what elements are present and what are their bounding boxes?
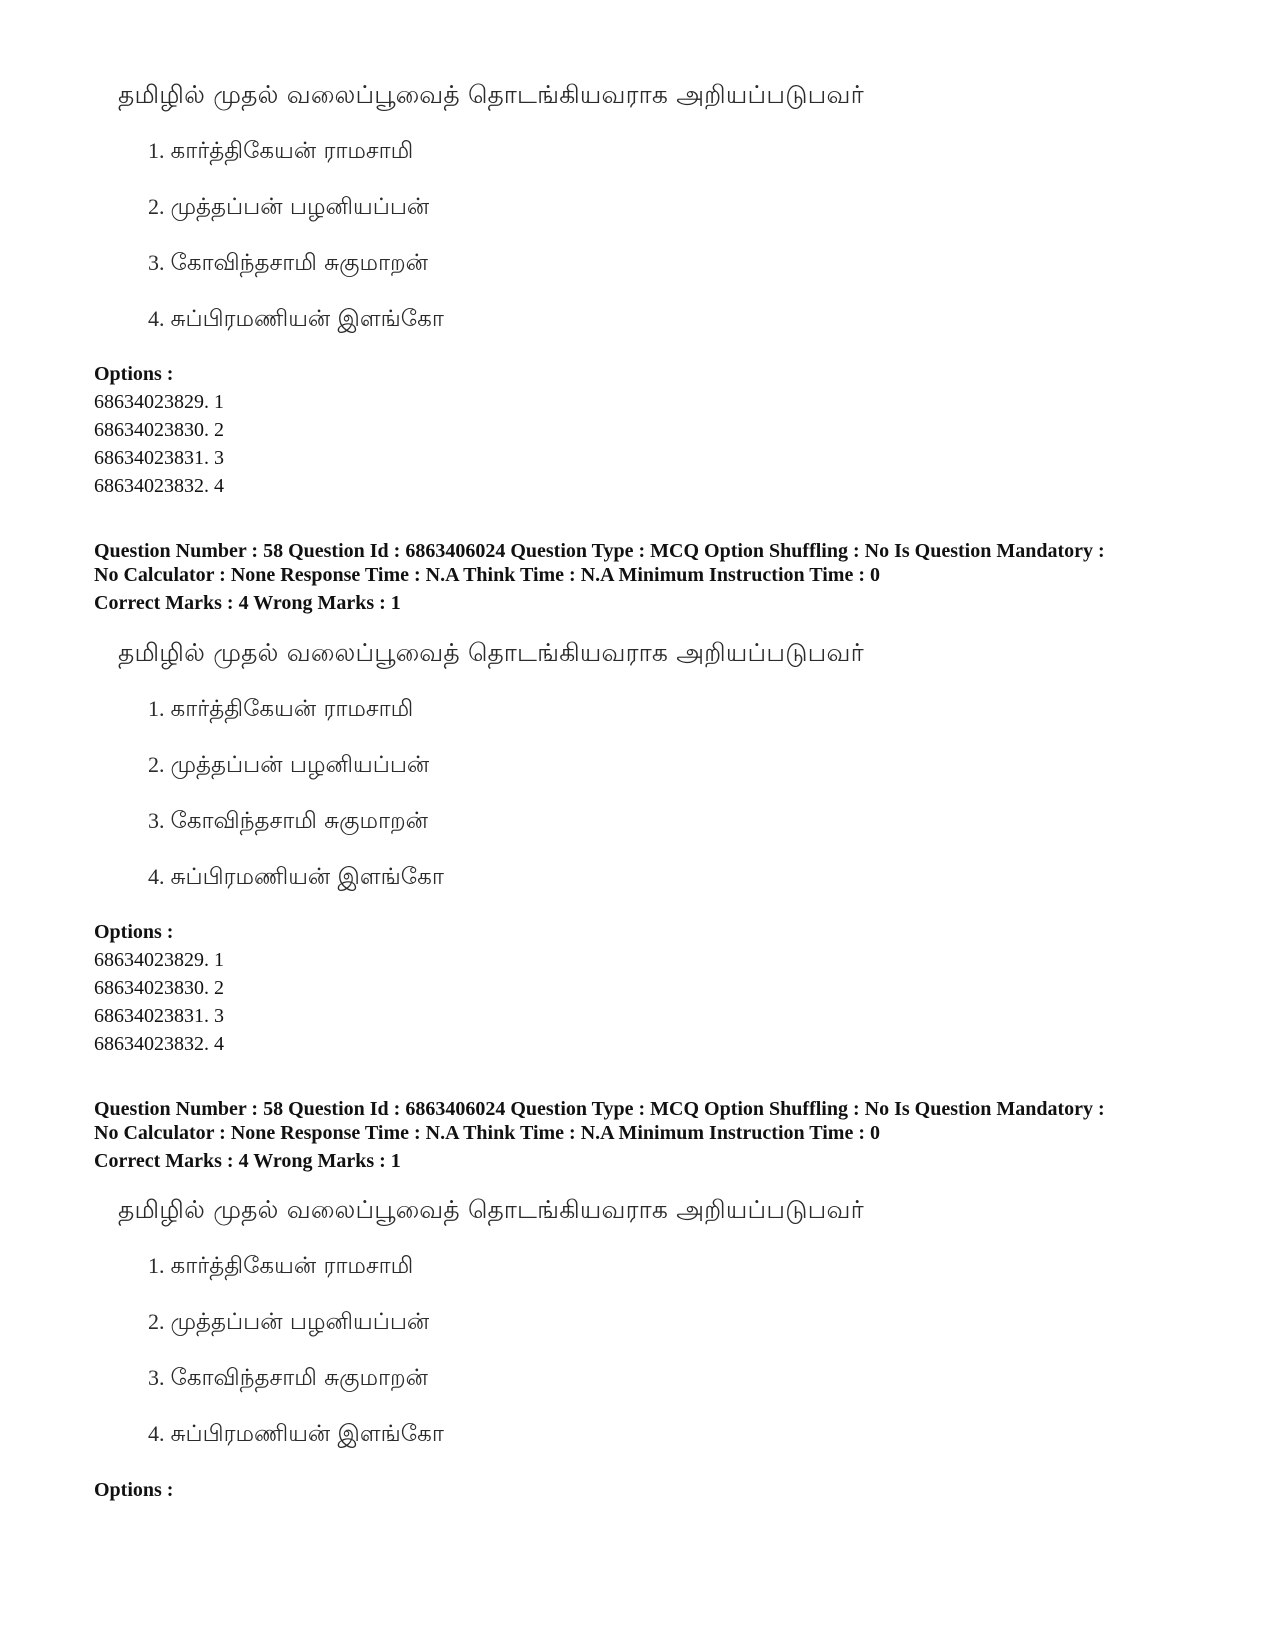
- choice-text: கோவிந்தசாமி சுகுமாறன்: [170, 1365, 428, 1391]
- question-text: தமிழில் முதல் வலைப்பூவைத் தொடங்கியவராக அறியப்படுபவர்: [118, 1195, 864, 1224]
- choice-text: முத்தப்பன் பழனியப்பன்: [170, 752, 430, 778]
- option-id: 68634023831. 3: [94, 1005, 224, 1027]
- question-meta-line-2: No Calculator : None Response Time : N.A Think Time : N.A Minimum Instruction Time : 0: [94, 564, 880, 586]
- choice-text: சுப்பிரமணியன் இளங்கோ: [170, 306, 444, 332]
- choice-3: [148, 250, 428, 279]
- option-id: 68634023831. 3: [94, 447, 224, 469]
- choice-1: [148, 1253, 413, 1282]
- choice-text: முத்தப்பன் பழனியப்பன்: [170, 194, 430, 220]
- options-label: Options :: [94, 1479, 174, 1501]
- choice-number: 3.: [148, 1365, 165, 1390]
- choice-4: [148, 306, 444, 335]
- choice-number: 1.: [148, 1253, 165, 1278]
- choice-number: 4.: [148, 864, 165, 889]
- choice-1: [148, 138, 413, 167]
- question-meta: [94, 1097, 1194, 1173]
- choice-number: 2.: [148, 752, 165, 777]
- choice-2: [148, 752, 429, 781]
- question-text: தமிழில் முதல் வலைப்பூவைத் தொடங்கியவராக அறியப்படுபவர்: [118, 80, 864, 109]
- question-meta: [94, 539, 1194, 615]
- choice-number: 3.: [148, 250, 165, 275]
- choice-number: 3.: [148, 808, 165, 833]
- choice-number: 1.: [148, 138, 165, 163]
- option-id: 68634023830. 2: [94, 977, 224, 999]
- option-id: 68634023829. 1: [94, 949, 224, 971]
- choice-2: [148, 194, 429, 223]
- choice-2: [148, 1309, 429, 1338]
- option-id: 68634023832. 4: [94, 475, 224, 497]
- choice-text: கார்த்திகேயன் ராமசாமி: [170, 696, 414, 722]
- option-id: 68634023832. 4: [94, 1033, 224, 1055]
- choice-1: [148, 696, 413, 725]
- options-label: Options :: [94, 921, 174, 943]
- choice-3: [148, 1365, 428, 1394]
- question-meta-line-1: Question Number : 58 Question Id : 6863406024 Question Type : MCQ Option Shuffling : No Is Question Mandatory :: [94, 1098, 1105, 1120]
- question-meta-line-2: No Calculator : None Response Time : N.A Think Time : N.A Minimum Instruction Time : 0: [94, 1122, 880, 1144]
- choice-number: 1.: [148, 696, 165, 721]
- question-text: தமிழில் முதல் வலைப்பூவைத் தொடங்கியவராக அறியப்படுபவர்: [118, 638, 864, 667]
- question-marks: Correct Marks : 4 Wrong Marks : 1: [94, 1150, 401, 1172]
- choice-3: [148, 808, 428, 837]
- choice-text: கார்த்திகேயன் ராமசாமி: [170, 138, 414, 164]
- choice-number: 2.: [148, 194, 165, 219]
- choice-text: கோவிந்தசாமி சுகுமாறன்: [170, 250, 428, 276]
- choice-text: சுப்பிரமணியன் இளங்கோ: [170, 1421, 444, 1447]
- choice-text: முத்தப்பன் பழனியப்பன்: [170, 1309, 430, 1335]
- choice-text: கார்த்திகேயன் ராமசாமி: [170, 1253, 414, 1279]
- choice-4: [148, 1421, 444, 1450]
- choice-text: சுப்பிரமணியன் இளங்கோ: [170, 864, 444, 890]
- choice-number: 4.: [148, 1421, 165, 1446]
- question-meta-line-1: Question Number : 58 Question Id : 6863406024 Question Type : MCQ Option Shuffling : No Is Question Mandatory :: [94, 540, 1105, 562]
- option-id: 68634023830. 2: [94, 419, 224, 441]
- question-marks: Correct Marks : 4 Wrong Marks : 1: [94, 592, 401, 614]
- choice-text: கோவிந்தசாமி சுகுமாறன்: [170, 808, 428, 834]
- choice-number: 4.: [148, 306, 165, 331]
- options-label: Options :: [94, 363, 174, 385]
- option-id: 68634023829. 1: [94, 391, 224, 413]
- choice-4: [148, 864, 444, 893]
- choice-number: 2.: [148, 1309, 165, 1334]
